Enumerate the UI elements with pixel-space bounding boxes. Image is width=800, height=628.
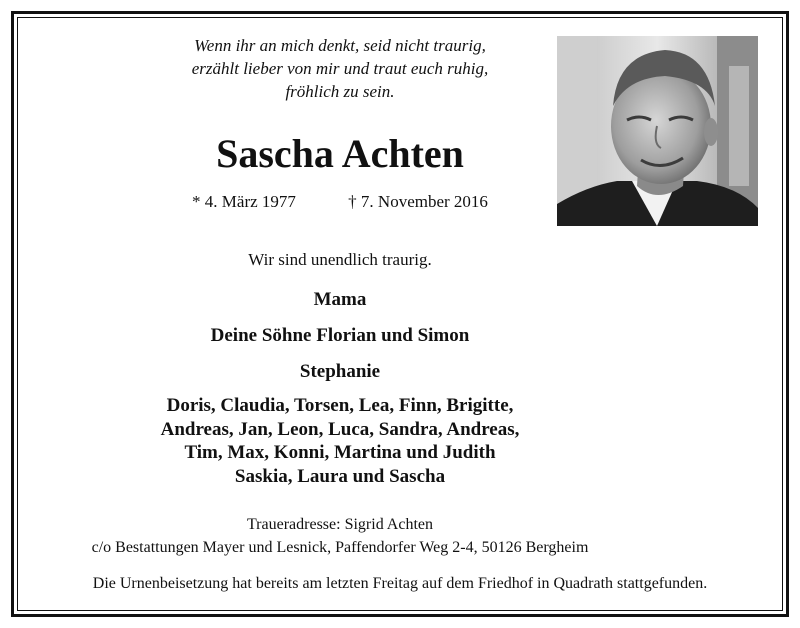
mourning-address-name: Traueradresse: Sigrid Achten: [246, 516, 434, 533]
family-sons: Deine Söhne Florian und Simon: [210, 325, 470, 346]
poem-line: erzählt lieber von mir und traut euch ruhig,: [191, 59, 489, 78]
death-date: † 7. November 2016: [348, 192, 488, 211]
relatives-list: [80, 394, 600, 488]
mourning-address-street: c/o Bestattungen Mayer und Lesnick, Paffendorfer Weg 2-4, 50126 Bergheim: [91, 539, 589, 556]
burial-notice: Die Urnenbeisetzung hat bereits am letzten Freitag auf dem Friedhof in Quadrath stattgefunden.: [92, 575, 708, 592]
poem-line: fröhlich zu sein.: [285, 82, 395, 101]
poem-line: Wenn ihr an mich denkt, seid nicht traurig,: [194, 36, 486, 55]
family-mother: Mama: [313, 289, 367, 310]
portrait-image: [557, 36, 758, 226]
family-partner: Stephanie: [299, 361, 381, 382]
life-dates: [150, 191, 530, 213]
relatives-line: Saskia, Laura und Sascha: [234, 465, 446, 487]
mourning-statement: Wir sind unendlich traurig.: [248, 250, 432, 269]
relatives-line: Tim, Max, Konni, Martina und Judith: [184, 442, 496, 463]
birth-date: * 4. März 1977: [192, 192, 296, 211]
memorial-poem: [130, 34, 550, 103]
relatives-line: Andreas, Jan, Leon, Luca, Sandra, Andreas,: [160, 418, 520, 440]
portrait-photo: [557, 36, 758, 226]
relatives-line: Doris, Claudia, Torsen, Lea, Finn, Brigitte,: [166, 395, 514, 416]
deceased-name: Sascha Achten: [216, 131, 464, 176]
